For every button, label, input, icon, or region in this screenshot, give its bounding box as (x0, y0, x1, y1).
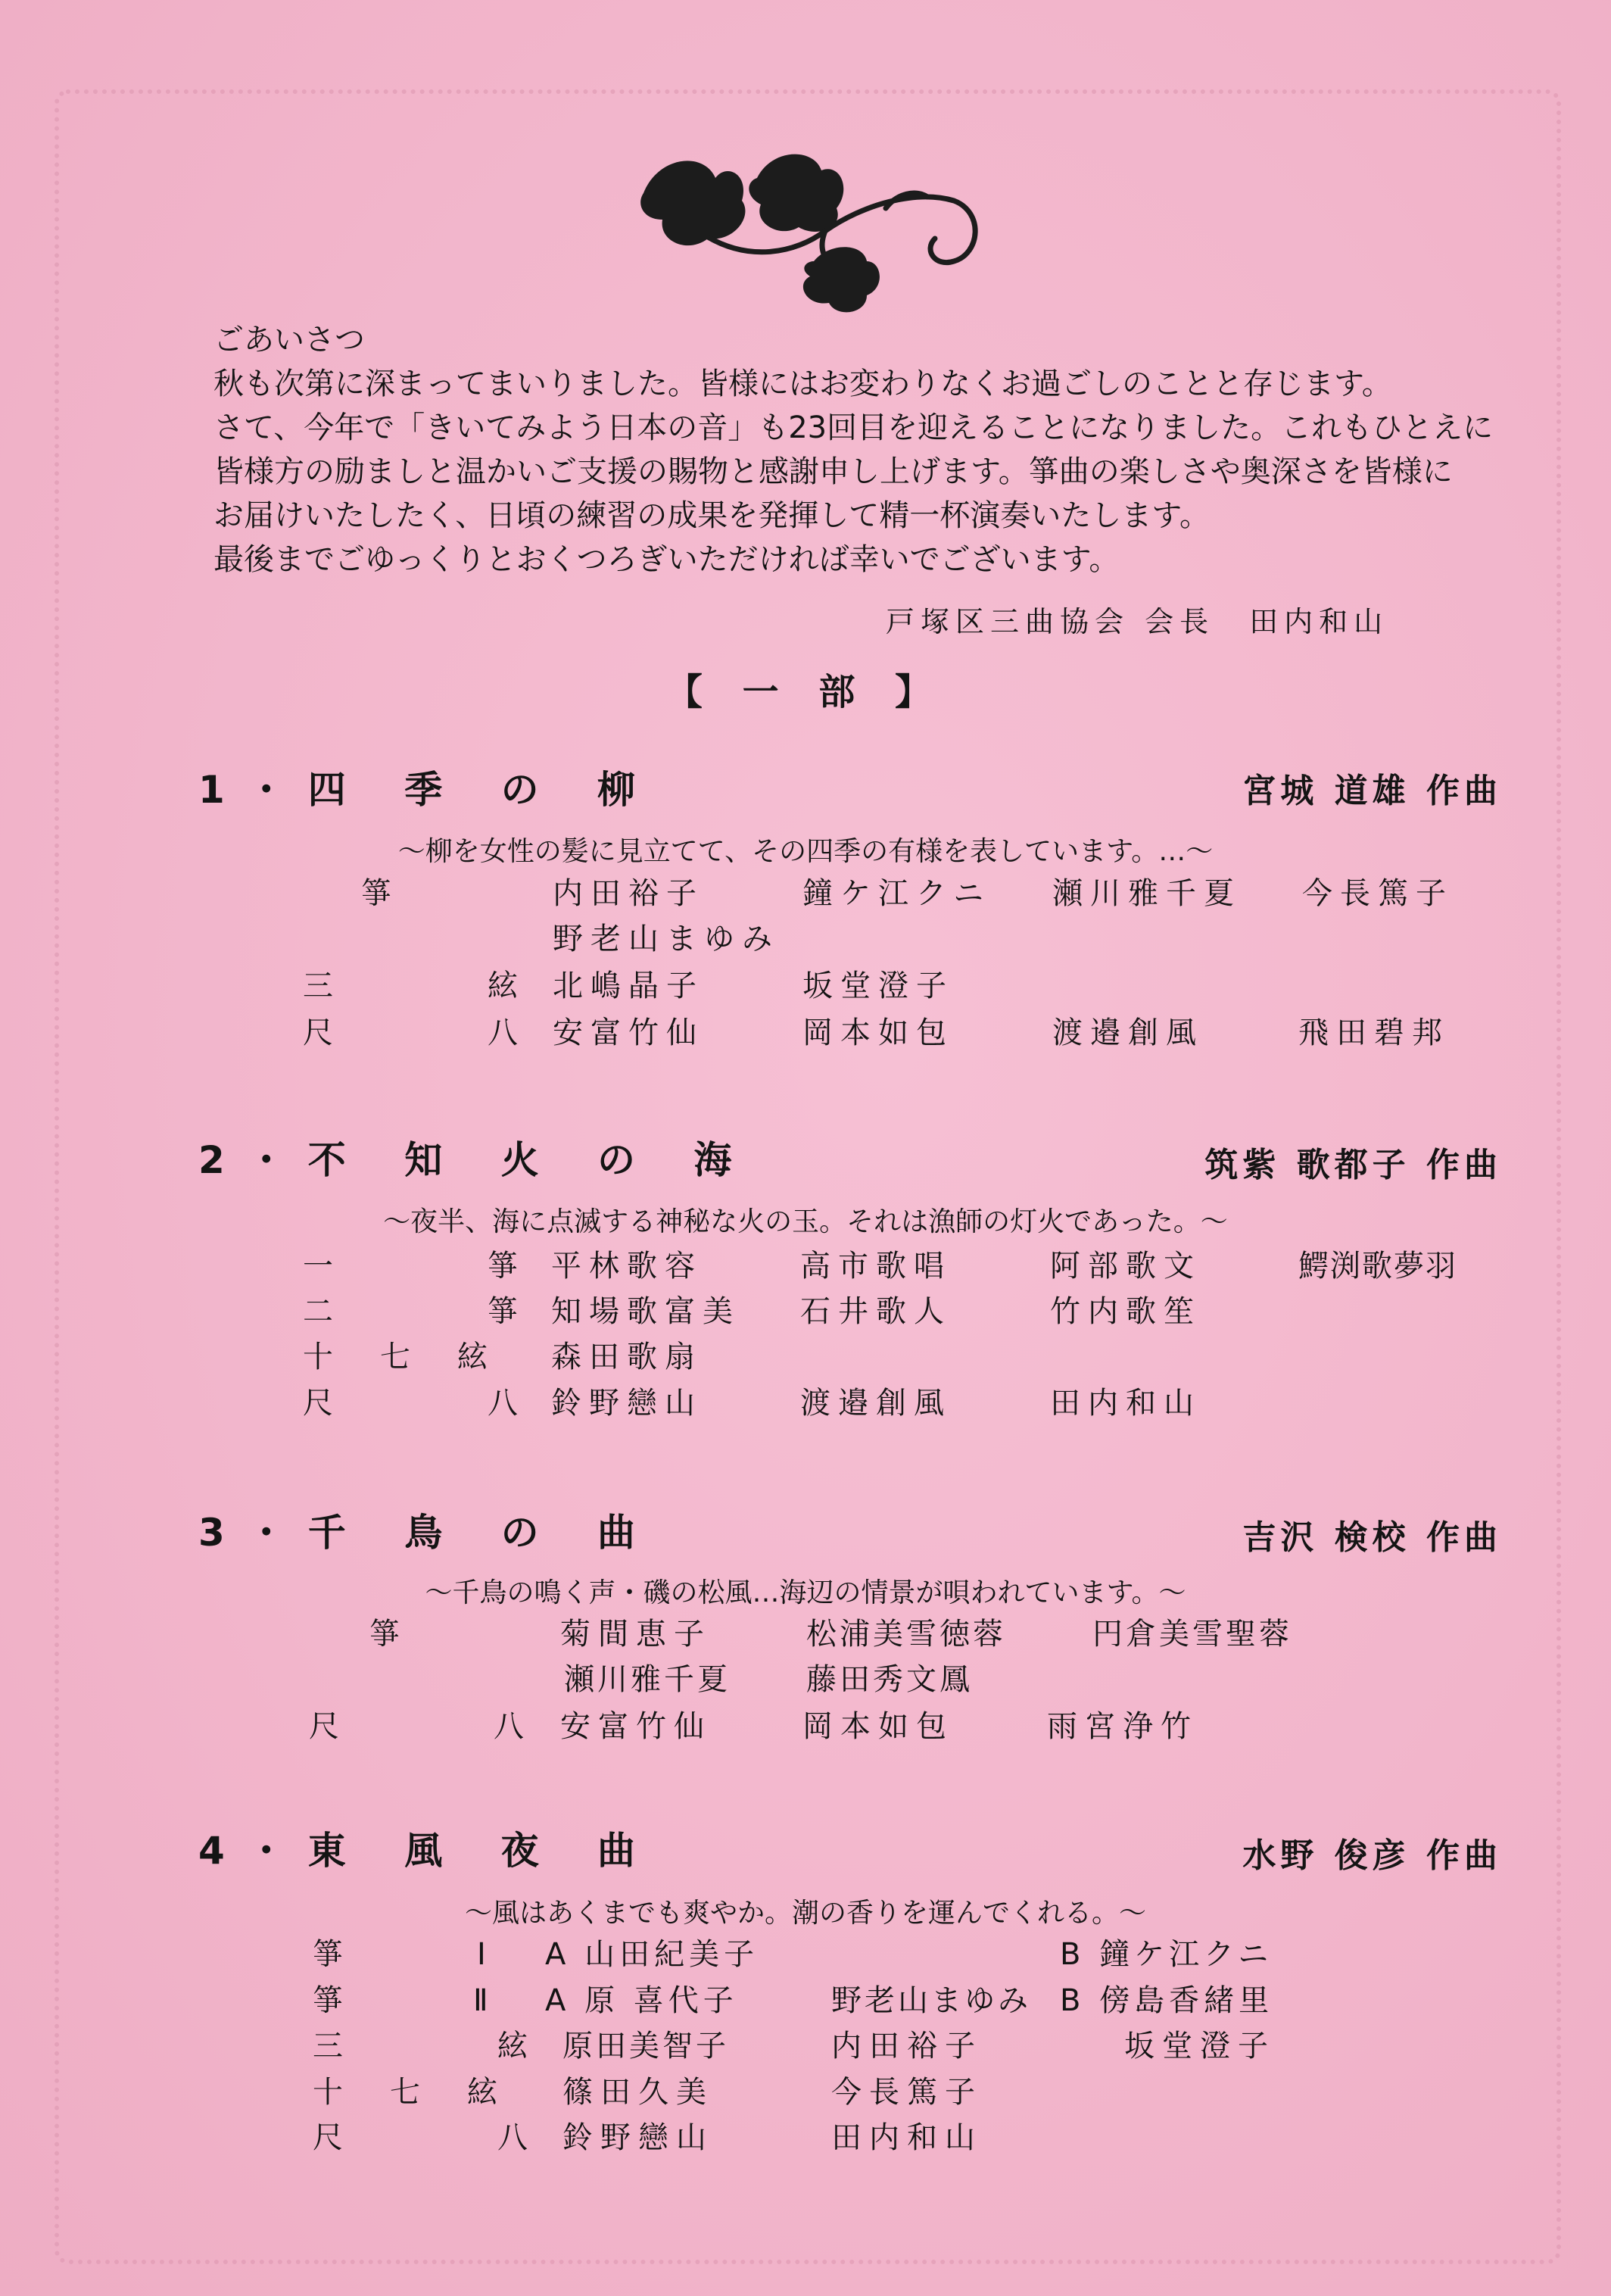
performer: 田内和山 (1050, 1386, 1201, 1421)
performer: 篠田久美 (562, 2075, 714, 2110)
performer: 石井歌人 (800, 1294, 952, 1329)
composer: 筑紫 歌都子 作曲 (1204, 1146, 1502, 1184)
composer: 宮城 道雄 作曲 (1242, 772, 1502, 810)
performer: A 原 喜代子 (545, 1983, 738, 2018)
piece-title: 3・千 鳥 の 曲 (198, 1511, 659, 1555)
performer: 平林歌容 (551, 1249, 703, 1284)
leaf-vine-ornament (636, 148, 984, 322)
performer: 円倉美雪聖蓉 (1092, 1617, 1292, 1652)
performer: B 傍島香緒里 (1060, 1983, 1274, 2018)
composer: 水野 俊彦 作曲 (1242, 1836, 1502, 1875)
performer: 田内和山 (831, 2120, 983, 2155)
performer: 高市歌唱 (800, 1249, 952, 1284)
piece-title: 2・不 知 火 の 海 (198, 1138, 755, 1182)
instrument-label: 尺 八 (313, 2120, 590, 2155)
part-number: Ⅱ (473, 1983, 496, 2018)
greeting-line: さて、今年で「きいてみよう日本の音」も23回目を迎えることになりました。これもひとえに (213, 410, 1494, 445)
part-heading: 【 一 部 】 (665, 671, 946, 713)
performer: 渡邉創風 (1052, 1015, 1204, 1050)
performer: 鰐渕歌夢羽 (1298, 1249, 1457, 1284)
instrument-label: 二 箏 (303, 1294, 580, 1329)
performer: A 山田紀美子 (545, 1937, 759, 1972)
instrument-label: 箏 (369, 1617, 407, 1652)
performer: 今長篤子 (831, 2075, 983, 2110)
instrument-label: 箏 (313, 1937, 351, 1972)
greeting-line: 最後までごゆっくりとおくつろぎいただければ幸いでございます。 (213, 542, 1120, 577)
piece-description: ～柳を女性の髪に見立てて、その四季の有様を表しています。…～ (397, 836, 1214, 867)
performer: 安富竹仙 (553, 1015, 704, 1050)
greeting-line: 秋も次第に深まってまいりました。皆様にはお変わりなくお過ごしのことと存じます。 (213, 367, 1392, 401)
performer: B 鐘ケ江クニ (1060, 1937, 1273, 1972)
instrument-label: 箏 (313, 1983, 351, 2018)
performer: 岡本如包 (802, 1015, 954, 1050)
performer: 今長篤子 (1302, 876, 1454, 911)
performer: 飛田碧邦 (1298, 1015, 1450, 1050)
performer: 坂堂澄子 (802, 969, 954, 1003)
piece-title: 4・東 風 夜 曲 (198, 1829, 659, 1873)
instrument-label: 尺 八 (309, 1709, 586, 1744)
greeting-heading: ごあいさつ (213, 323, 365, 357)
performer: 内田裕子 (831, 2029, 983, 2064)
performer: 松浦美雪徳蓉 (806, 1617, 1006, 1652)
performer: 知場歌富美 (551, 1294, 740, 1329)
piece-description: ～風はあくまでも爽やか。潮の香りを運んでくれる。～ (464, 1898, 1146, 1929)
piece-description: ～夜半、海に点滅する神秘な火の玉。それは漁師の灯火であった。～ (383, 1206, 1228, 1237)
instrument-label: 三 絃 (303, 969, 580, 1003)
composer: 吉沢 検校 作曲 (1242, 1518, 1502, 1557)
instrument-label: 三 絃 (313, 2029, 590, 2064)
piece-description: ～千鳥の鳴く声・磯の松風…海辺の情景が唄われています。～ (425, 1577, 1186, 1608)
performer: 渡邉創風 (800, 1386, 952, 1421)
performer: 瀬川雅千夏 (564, 1662, 731, 1697)
performer: 岡本如包 (802, 1709, 954, 1744)
greeting-block (213, 318, 1546, 582)
performer: 鐘ケ江クニ (802, 876, 992, 911)
instrument-label: 尺 八 (303, 1386, 580, 1421)
performer: 野老山まゆみ (831, 1983, 1031, 2018)
performer: 菊間恵子 (560, 1617, 712, 1652)
instrument-label: 尺 八 (303, 1015, 580, 1050)
instrument-label: 箏 (361, 876, 399, 911)
performer: 坂堂澄子 (1124, 2029, 1276, 2064)
performer: 阿部歌文 (1050, 1249, 1201, 1284)
instrument-label: 一 箏 (303, 1249, 580, 1284)
performer: 藤田秀文鳳 (806, 1662, 973, 1697)
performer: 雨宮浄竹 (1047, 1709, 1198, 1744)
signature: 戸塚区三曲協会 会長 田内和山 (886, 605, 1389, 638)
performer: 瀬川雅千夏 (1052, 876, 1242, 911)
instrument-label: 十七絃 (303, 1340, 534, 1374)
performer: 鈴野戀山 (562, 2120, 714, 2155)
performer: 北嶋晶子 (553, 969, 704, 1003)
performer: 鈴野戀山 (551, 1386, 703, 1421)
performer: 森田歌扇 (551, 1340, 703, 1374)
piece-title: 1・四 季 の 柳 (198, 768, 659, 812)
greeting-line: お届けいたしたく、日頃の練習の成果を発揮して精一杯演奏いたします。 (213, 498, 1210, 533)
performer: 安富竹仙 (560, 1709, 712, 1744)
performer: 野老山まゆみ (553, 922, 780, 956)
instrument-label: 十七絃 (313, 2075, 544, 2110)
performer: 原田美智子 (562, 2029, 729, 2064)
performer: 内田裕子 (553, 876, 704, 911)
greeting-line: 皆様方の励ましと温かいご支援の賜物と感謝申し上げます。箏曲の楽しさや奥深さを皆様に (213, 454, 1453, 489)
performer: 竹内歌笙 (1050, 1294, 1201, 1329)
part-number: Ⅰ (477, 1937, 494, 1972)
